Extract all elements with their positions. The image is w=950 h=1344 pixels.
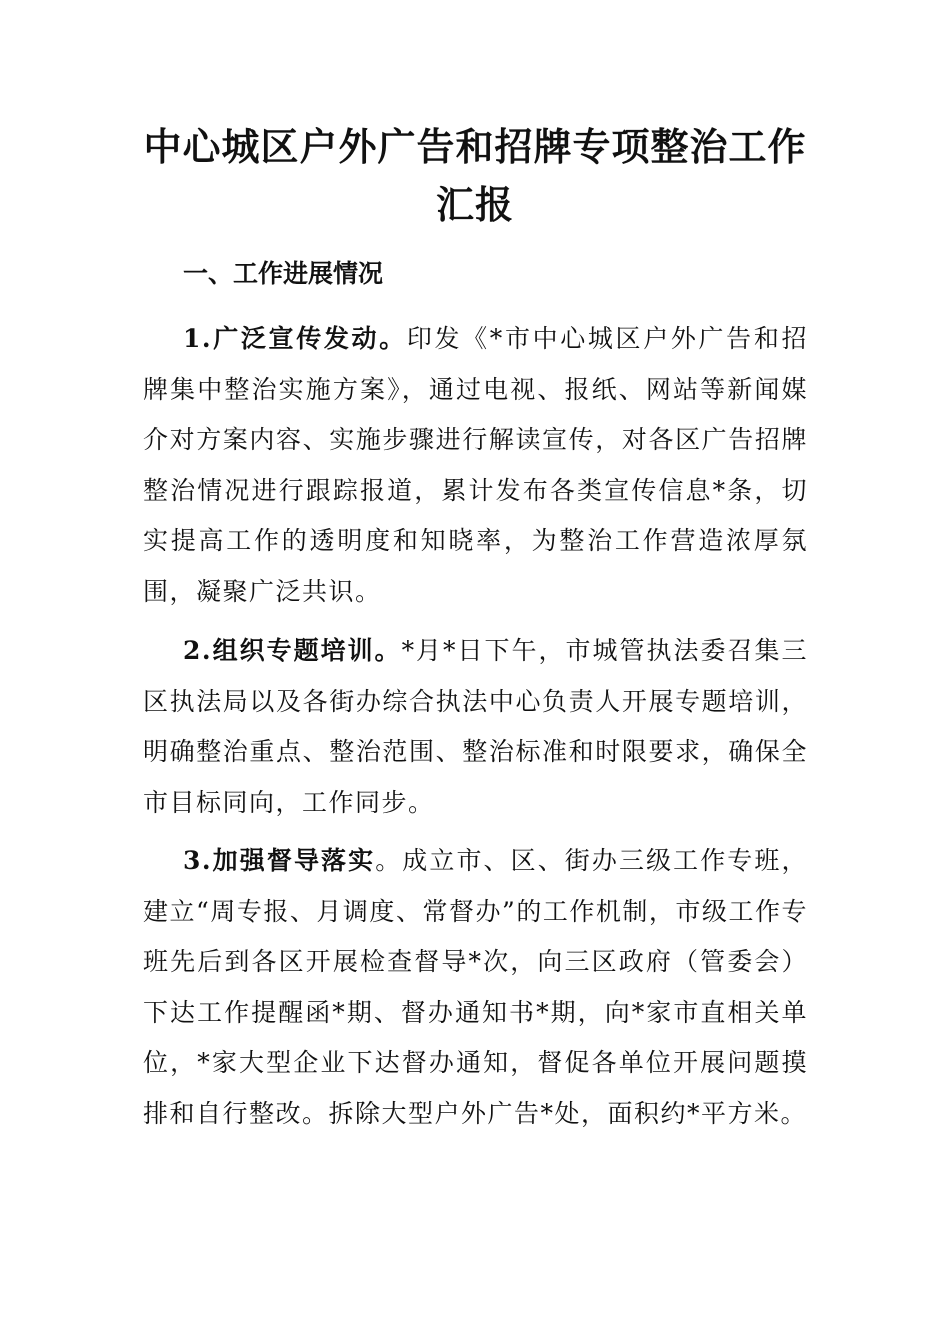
- paragraph-training: [143, 626, 808, 828]
- paragraph-lead: 2.组织专题培训。: [183, 636, 402, 665]
- paragraph-supervision: [143, 836, 808, 1139]
- paragraph-lead: 3.加强督导落实: [183, 846, 376, 875]
- paragraph-publicity: [143, 314, 808, 617]
- section-heading: 一、工作进展情况: [183, 259, 384, 288]
- paragraph-body: *月*日下午，市城管执法委召集三区执法局以及各街办综合执法中心负责人开展专题培训，明确整治重点、整治范围、整治标准和时限要求，确保全市目标同向，工作同步。: [143, 636, 808, 817]
- paragraph-body: 印发《*市中心城区户外广告和招牌集中整治实施方案》，通过电视、报纸、网站等新闻媒介对方案内容、实施步骤进行解读宣传，对各区广告招牌整治情况进行跟踪报道，累计发布各类宣传信息*条，切实提高工作的透明度和知晓率，为整治工作营造浓厚氛围，凝聚广泛共识。: [143, 324, 808, 606]
- document-title: 中心城区户外广告和招牌专项整治工作汇报: [143, 124, 807, 227]
- paragraph-body: 。成立市、区、街办三级工作专班，建立“周专报、月调度、常督办”的工作机制，市级工作专班先后到各区开展检查督导*次，向三区政府（管委会）下达工作提醒函*期、督办通知书*期，向*家市直相关单位，*家大型企业下达督办通知，督促各单位开展问题摸排和自行整改。拆除大型户外广告*处，面积约*平方米。: [143, 846, 808, 1128]
- paragraph-lead: 1.广泛宣传发动。: [183, 324, 407, 353]
